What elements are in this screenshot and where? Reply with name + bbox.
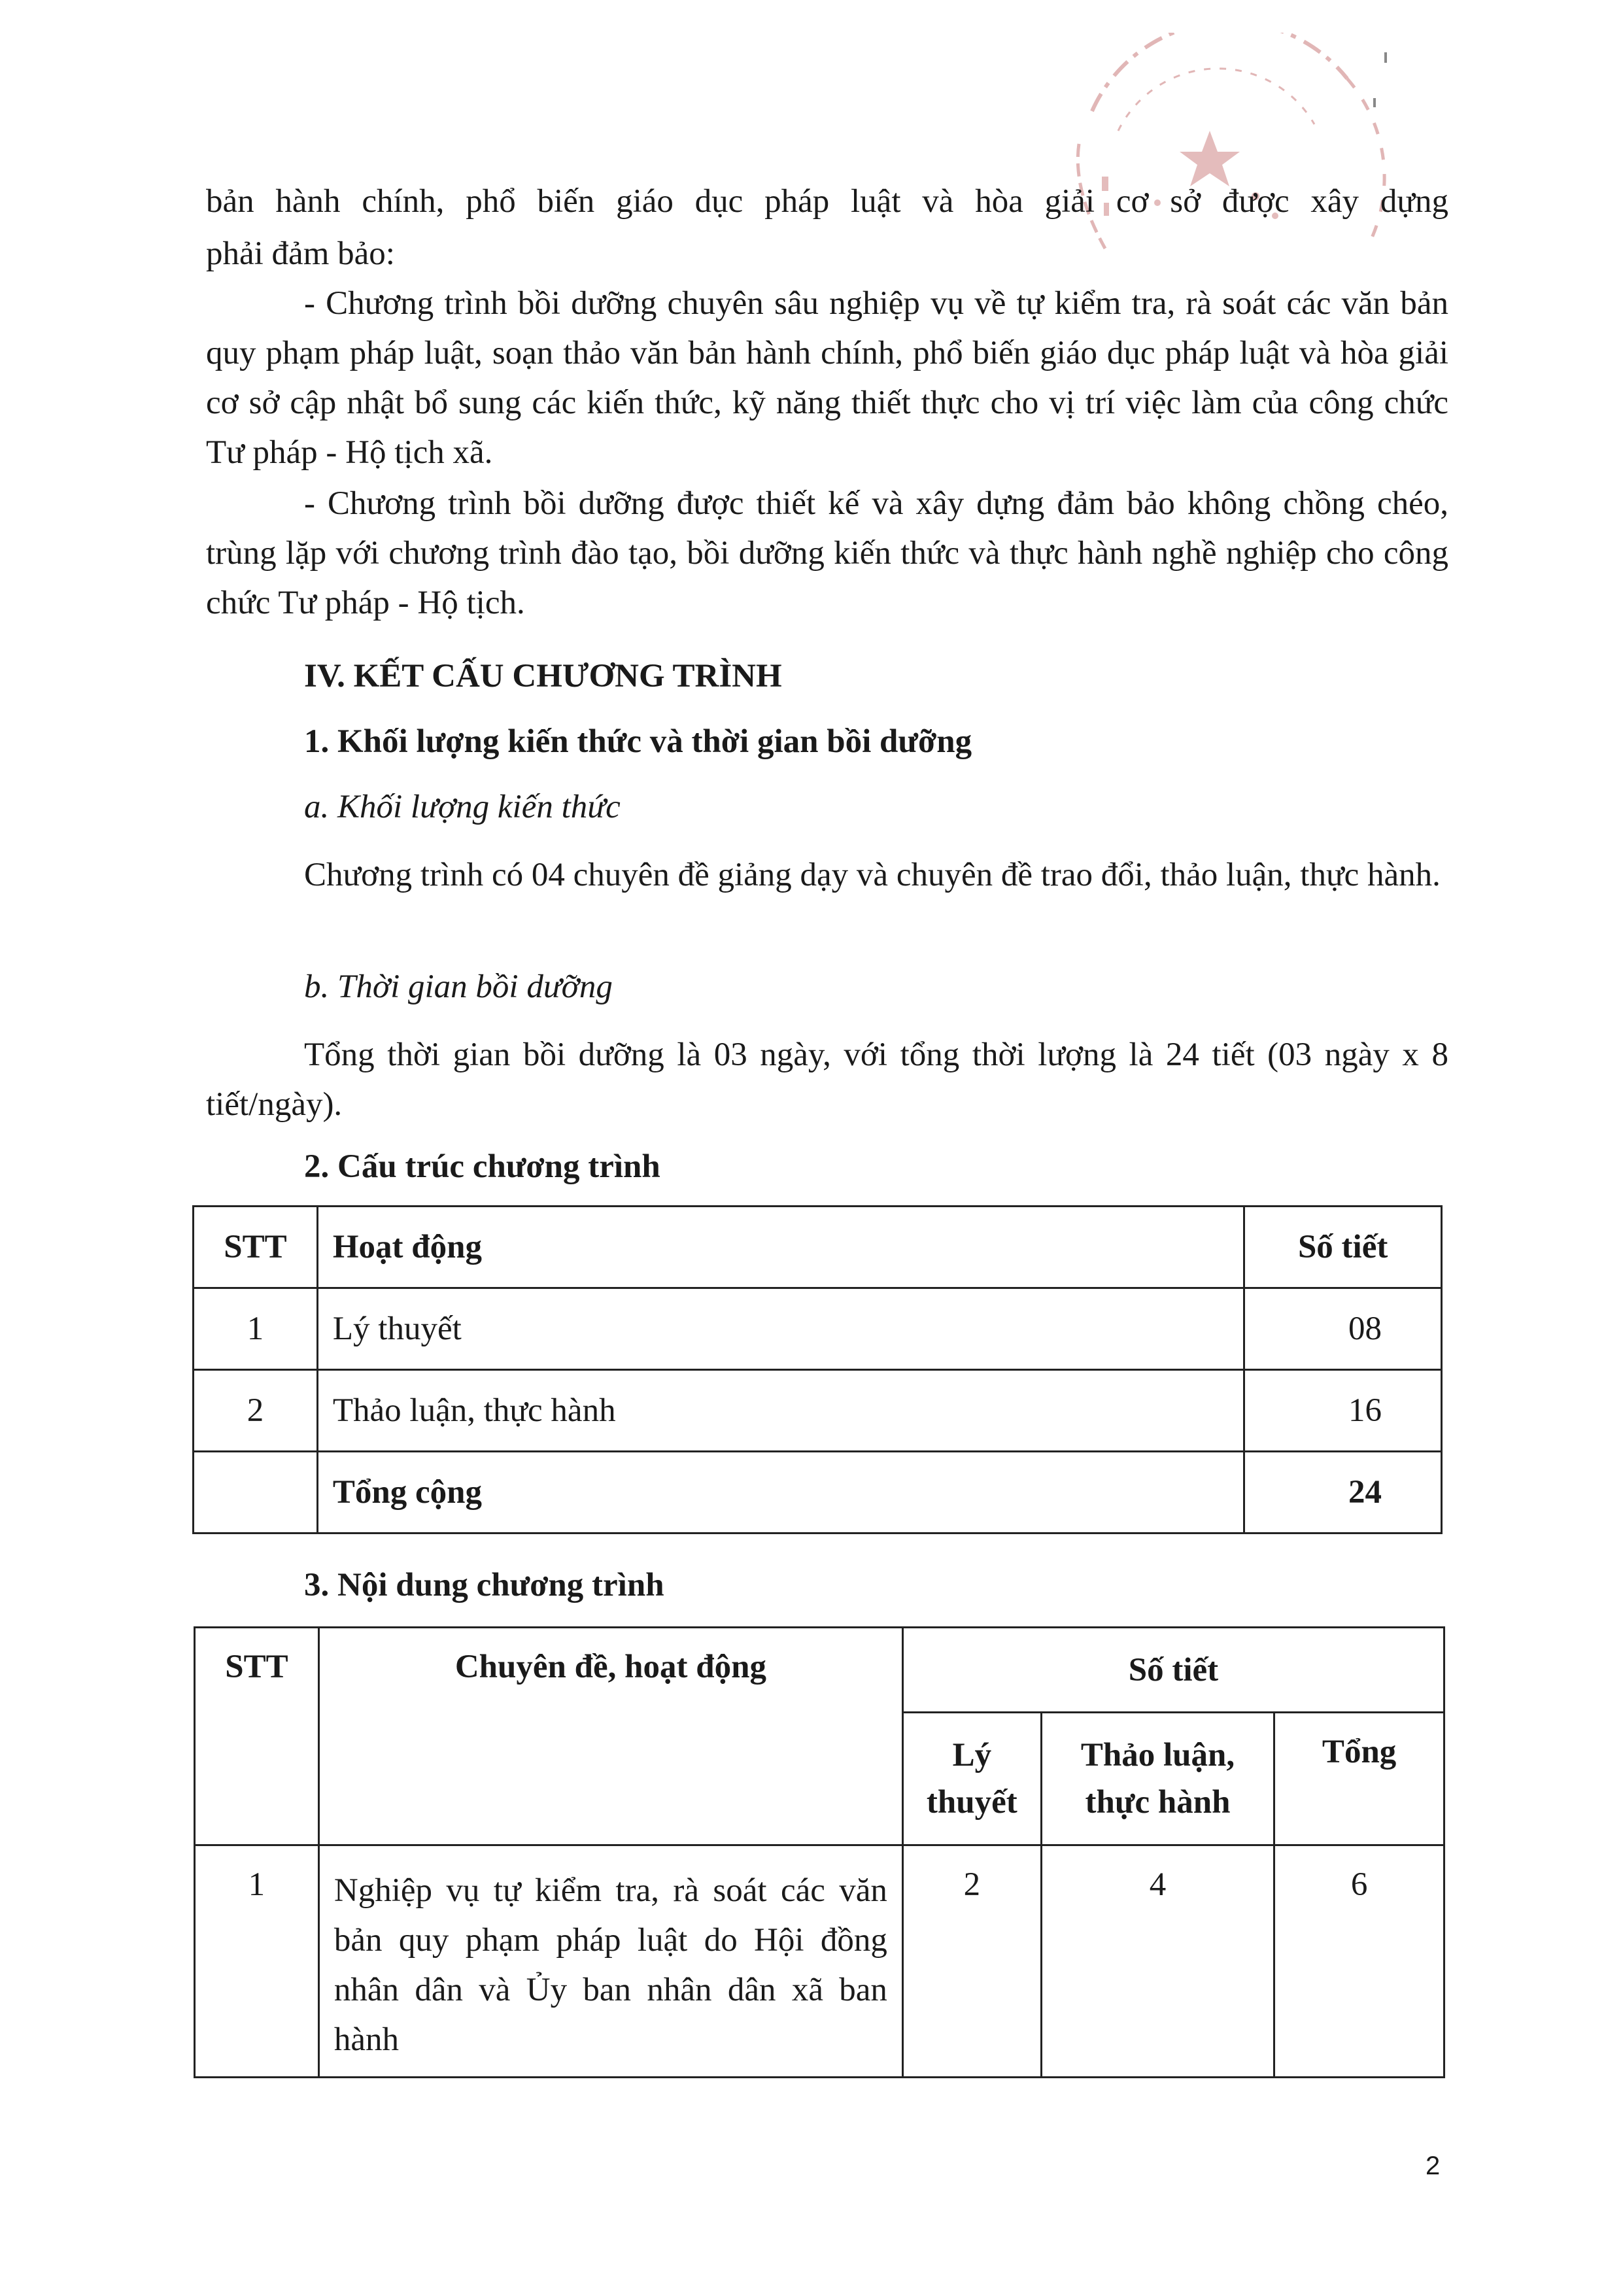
subsection-2-title: 2. Cấu trúc chương trình bbox=[304, 1148, 660, 1185]
subsection-1a-block bbox=[206, 850, 1448, 900]
page-number: 2 bbox=[1426, 2151, 1441, 2180]
table-row bbox=[194, 1370, 1442, 1452]
subsection-1-title: 1. Khối lượng kiến thức và thời gian bồi dưỡng bbox=[304, 723, 972, 760]
total-periods: 24 bbox=[1244, 1452, 1442, 1534]
table-row bbox=[194, 1288, 1442, 1370]
header-stt: STT bbox=[195, 1628, 319, 1845]
bullet-block-1 bbox=[206, 279, 1448, 477]
subsection-1a-text: Chương trình có 04 chuyên đề giảng dạy và chuyên đề trao đổi, thảo luận, thực hành. bbox=[304, 857, 1441, 893]
total-stt-empty bbox=[194, 1452, 318, 1534]
total-label: Tổng cộng bbox=[317, 1452, 1244, 1534]
subsection-1b-text: Tổng thời gian bồi dưỡng là 03 ngày, với tổng thời lượng là 24 tiết (03 ngày x 8 tiết/ngày). bbox=[206, 1037, 1448, 1123]
row-periods: 08 bbox=[1244, 1288, 1442, 1370]
row-total: 6 bbox=[1274, 1845, 1444, 2078]
row-activity: Lý thuyết bbox=[317, 1288, 1244, 1370]
structure-table bbox=[192, 1205, 1443, 1534]
header-practice: Thảo luận, thực hành bbox=[1041, 1713, 1274, 1845]
header-activity: Hoạt động bbox=[317, 1207, 1244, 1288]
header-topic: Chuyên đề, hoạt động bbox=[318, 1628, 902, 1845]
intro-line-1: bản hành chính, phổ biến giáo dục pháp luật và hòa giải cơ sở được xây dựng bbox=[206, 183, 1448, 220]
bullet-block-2 bbox=[206, 479, 1448, 628]
row-stt: 2 bbox=[194, 1370, 318, 1452]
header-periods: Số tiết bbox=[902, 1628, 1444, 1713]
content-table bbox=[194, 1626, 1445, 2078]
row-practice: 4 bbox=[1041, 1845, 1274, 2078]
table-header-row bbox=[194, 1207, 1442, 1288]
header-theory: Lý thuyết bbox=[902, 1713, 1041, 1845]
subsection-1a-title: a. Khối lượng kiến thức bbox=[304, 789, 621, 825]
subsection-1b-title: b. Thời gian bồi dưỡng bbox=[304, 968, 613, 1005]
subsection-1b-block bbox=[206, 1030, 1448, 1129]
intro-line-2: phải đảm bảo: bbox=[206, 235, 395, 272]
table-row bbox=[195, 1845, 1444, 2078]
row-activity: Thảo luận, thực hành bbox=[317, 1370, 1244, 1452]
header-periods: Số tiết bbox=[1244, 1207, 1442, 1288]
table-header-row bbox=[195, 1628, 1444, 1713]
subsection-3-title: 3. Nội dung chương trình bbox=[304, 1567, 664, 1603]
table-total-row bbox=[194, 1452, 1442, 1534]
bullet-paragraph-1: - Chương trình bồi dưỡng chuyên sâu nghiệp vụ về tự kiểm tra, rà soát các văn bản quy phạm pháp luật, soạn thảo văn bản hành chính, phổ biến giáo dục pháp luật và hòa giải cơ sở cập nhật bổ sung các kiến thức, kỹ năng thiết thực cho vị trí việc làm của công chức Tư pháp - Hộ tịch xã. bbox=[206, 285, 1448, 471]
header-stt: STT bbox=[194, 1207, 318, 1288]
row-stt: 1 bbox=[194, 1288, 318, 1370]
row-topic: Nghiệp vụ tự kiểm tra, rà soát các văn bản quy phạm pháp luật do Hội đồng nhân dân và Ủy ban nhân dân xã ban hành bbox=[318, 1845, 902, 2078]
row-periods: 16 bbox=[1244, 1370, 1442, 1452]
section-title: IV. KẾT CẤU CHƯƠNG TRÌNH bbox=[304, 658, 782, 694]
row-stt: 1 bbox=[195, 1845, 319, 2078]
header-total: Tổng bbox=[1274, 1713, 1444, 1845]
bullet-paragraph-2: - Chương trình bồi dưỡng được thiết kế và xây dựng đảm bảo không chồng chéo, trùng lặp với chương trình đào tạo, bồi dưỡng kiến thức và thực hành nghề nghiệp cho công chức Tư pháp - Hộ tịch. bbox=[206, 485, 1448, 621]
row-theory: 2 bbox=[902, 1845, 1041, 2078]
